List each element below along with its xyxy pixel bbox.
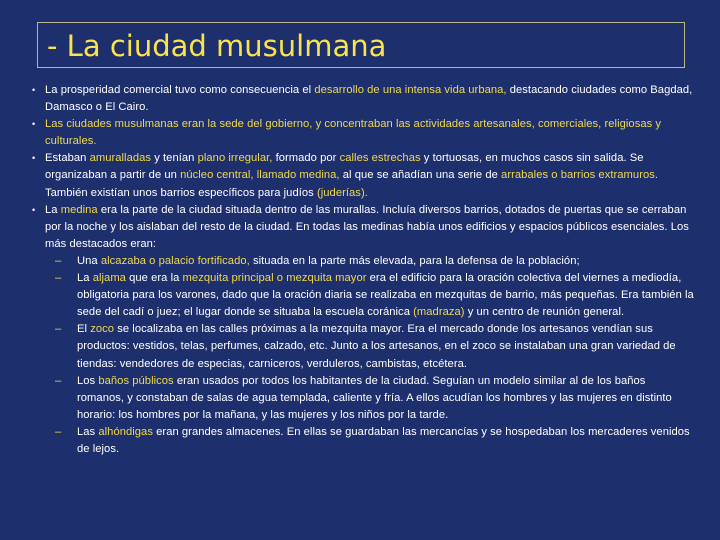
text-segment: situada en la parte más elevada, para la defensa de la población;: [249, 254, 580, 267]
highlighted-text: aljama: [92, 272, 126, 285]
text-segment: que era la: [125, 272, 183, 285]
sub-bullet-item: [45, 373, 695, 424]
highlighted-text: calles estrechas: [339, 152, 421, 165]
text-segment: La: [77, 272, 93, 285]
text-segment: era el edificio para la oración colectiva del viernes a mediodía, obligatoria para los varones, dado que la oración diaria se realizaba en mezquitas de barrio, más pequeñas. Era también la sede del cadí o juez; el lugar donde se situaba la escuela coránica: [77, 272, 694, 319]
bullet-icon: •: [32, 153, 36, 164]
bullet-icon: •: [32, 119, 36, 130]
sub-bullet-item: [45, 270, 695, 321]
highlighted-text: desarrollo de una intensa vida urbana,: [314, 84, 507, 96]
highlighted-text: medina: [60, 203, 98, 216]
text-segment: Las: [77, 425, 99, 438]
bullet-item: [32, 202, 695, 253]
text-segment: al que se añadían una serie de: [339, 169, 502, 182]
bullet-item: [32, 150, 695, 201]
text-segment: Una: [77, 254, 101, 267]
bullet-icon: •: [32, 85, 36, 95]
dash-icon: –: [55, 425, 62, 438]
text-segment: La prosperidad comercial tuvo como consecuencia el: [45, 84, 315, 96]
sub-bullet-item: [45, 321, 695, 372]
text-segment: formado por: [272, 152, 340, 165]
dash-icon: –: [55, 374, 62, 387]
bullet-list: [32, 82, 695, 458]
text-segment: destacando ciudades como Bagdad, Damasco o El Cairo.: [45, 84, 693, 114]
text-segment: También existían unos barrios específicos para judíos: [45, 186, 317, 199]
highlighted-text: mezquita principal o mezquita mayor: [182, 272, 367, 285]
highlighted-text: (madraza): [413, 306, 465, 319]
text-segment: Estaban: [45, 152, 90, 165]
highlighted-text: Las ciudades musulmanas eran la sede del gobierno, y concentraban las actividades artesanales, comerciales, religiosas y culturales.: [45, 118, 662, 148]
text-segment: y un centro de reunión general.: [464, 306, 625, 319]
bullet-icon: •: [32, 204, 36, 215]
highlighted-text: plano irregular,: [197, 152, 273, 165]
text-segment: y tenían: [151, 152, 198, 165]
highlighted-text: arrabales o barrios extramuros.: [501, 169, 659, 182]
dash-icon: –: [55, 272, 62, 285]
bullet-item: [32, 82, 695, 116]
dash-icon: –: [55, 254, 62, 267]
text-segment: Los: [77, 374, 99, 387]
slide-title: - La ciudad musulmana: [47, 29, 387, 63]
text-segment: La: [45, 203, 61, 216]
text-segment: era la parte de la ciudad situada dentro de las murallas. Incluía diversos barrios, dotados de puertas que se cerraban por la noche y los aislaban del resto de la ciudad. En todas las medinas había unos edificios y espacios públicos esenciales. Los más destacados eran:: [45, 203, 689, 250]
highlighted-text: núcleo central, llamado medina,: [180, 169, 340, 182]
text-segment: El: [77, 323, 91, 336]
highlighted-text: (juderías).: [316, 186, 368, 199]
bullet-item: [32, 116, 695, 150]
highlighted-text: alhóndigas: [98, 425, 153, 438]
highlighted-text: amuralladas: [89, 152, 152, 165]
dash-icon: –: [55, 323, 62, 336]
sub-bullet-item: [45, 424, 695, 458]
text-segment: eran grandes almacenes. En ellas se guardaban las mercancías y se hospedaban los mercaderes venidos de lejos.: [77, 425, 690, 455]
title-box: [37, 22, 685, 68]
highlighted-text: zoco: [90, 323, 115, 336]
text-segment: eran usados por todos los habitantes de la ciudad. Seguían un modelo similar al de los baños romanos, y constaban de salas de agua templada, caliente y fría. A ellos acudían los hombres y las mujeres en distinto horario: los hombres por la mañana, y las mujeres y los niños por la tarde.: [77, 374, 672, 421]
highlighted-text: alcazaba o palacio fortificado,: [100, 254, 250, 267]
highlighted-text: baños públicos: [98, 374, 174, 387]
sub-bullet-item: [45, 253, 695, 270]
text-segment: y tortuosas, en muchos casos sin salida. Se organizaban a partir de un: [45, 152, 644, 182]
text-segment: se localizaba en las calles próximas a la mezquita mayor. Era el mercado donde los artesanos vendían sus productos: vestidos, telas, perfumes, calzado, etc. Junto a los artesanos, en el zoco se instalaban una gran variedad de tiendas: vendedores de especias, carniceros, verduleros, cambistas, etcétera.: [77, 323, 676, 370]
